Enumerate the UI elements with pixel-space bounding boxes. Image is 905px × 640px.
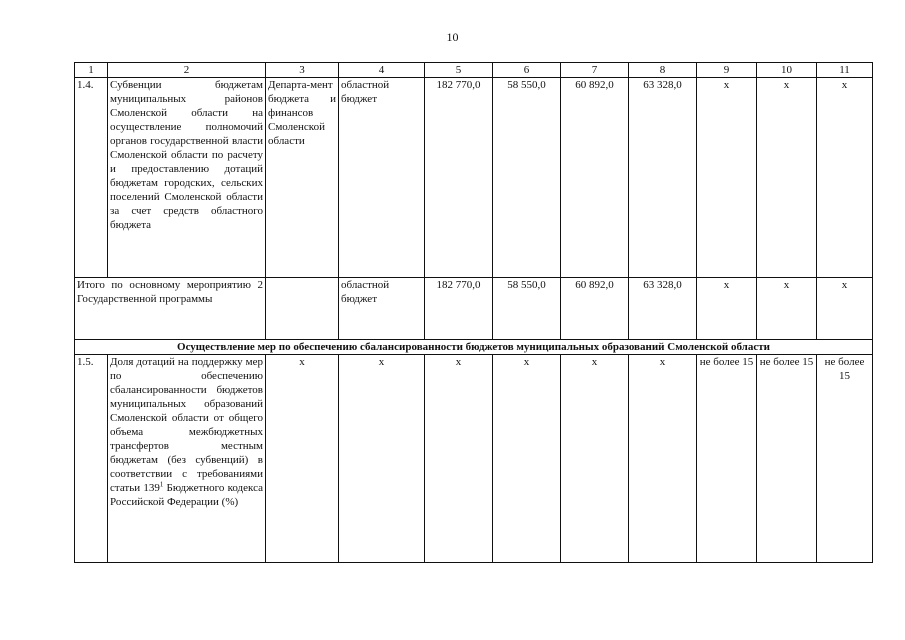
- column-header: 1: [75, 63, 108, 78]
- column-header: 8: [629, 63, 697, 78]
- table-row: [75, 78, 873, 278]
- year-1-amount: 58 550,0: [493, 78, 561, 278]
- indicator-name-text: Доля дотаций на поддержку мер по обеспечению сбалансированности бюджетов муниципальных образований Смоленской области от общего объема межбюджетных трансфертов местным бюджетам (без субвенций) в соответствии с требованиями статьи 139: [110, 356, 263, 494]
- measure-name: Субвенции бюджетам муниципальных районов Смоленской области на осуществление полномочий органов государственной власти Смоленской области по расчету и предоставлению дотаций бюджетам городских, сельских поселений Смоленской области за счет средств областного бюджета: [108, 78, 266, 278]
- article-superscript: 1: [159, 480, 164, 489]
- indicator-name: [108, 355, 266, 563]
- indicator-year-3-amount: x: [629, 355, 697, 563]
- column-header: 10: [757, 63, 817, 78]
- indicator-funding-source: x: [339, 355, 425, 563]
- indicator-year-1-amount: x: [493, 355, 561, 563]
- column-header: 6: [493, 63, 561, 78]
- indicator-1: x: [697, 78, 757, 278]
- total-row-indicator-2: x: [757, 278, 817, 340]
- total-row-indicator-3: x: [817, 278, 873, 340]
- section-title: Осуществление мер по обеспечению сбалансированности бюджетов муниципальных образований Смоленской области: [75, 340, 873, 355]
- funding-source: областной бюджет: [339, 78, 425, 278]
- column-header: 4: [339, 63, 425, 78]
- year-2-amount: 60 892,0: [561, 78, 629, 278]
- year-3-amount: 63 328,0: [629, 78, 697, 278]
- section-row: [75, 340, 873, 355]
- row-number: 1.4.: [75, 78, 108, 278]
- total-label: Итого по основному мероприятию 2 Государственной программы: [75, 278, 266, 340]
- column-number-row: [75, 63, 873, 78]
- column-header: 9: [697, 63, 757, 78]
- indicator-2: x: [757, 78, 817, 278]
- total-row-indicator-1: x: [697, 278, 757, 340]
- total-row-year-3: 63 328,0: [629, 278, 697, 340]
- row-number: 1.5.: [75, 355, 108, 563]
- page-number: 10: [446, 30, 459, 44]
- indicator-row: [75, 355, 873, 563]
- total-row-year-2: 60 892,0: [561, 278, 629, 340]
- total-executor: [266, 278, 339, 340]
- indicator-name-tail: Бюджетного кодекса Российской Федерации (%): [110, 482, 264, 508]
- total-row: [75, 278, 873, 340]
- column-header: 5: [425, 63, 493, 78]
- executor: Департа-мент бюджета и финансов Смоленской области: [266, 78, 339, 278]
- column-header: 7: [561, 63, 629, 78]
- budget-table: [74, 62, 873, 563]
- indicator-year-2-amount: x: [561, 355, 629, 563]
- indicator-value-2: не более 15: [757, 355, 817, 563]
- column-header: 11: [817, 63, 873, 78]
- indicator-total: x: [425, 355, 493, 563]
- column-header: 3: [266, 63, 339, 78]
- indicator-executor: x: [266, 355, 339, 563]
- total-amount: 182 770,0: [425, 78, 493, 278]
- indicator-3: x: [817, 78, 873, 278]
- indicator-value-1: не более 15: [697, 355, 757, 563]
- total-row-year-1: 58 550,0: [493, 278, 561, 340]
- total-funding-source: областной бюджет: [339, 278, 425, 340]
- total-row-amount: 182 770,0: [425, 278, 493, 340]
- column-header: 2: [108, 63, 266, 78]
- indicator-value-3: не более 15: [817, 355, 873, 563]
